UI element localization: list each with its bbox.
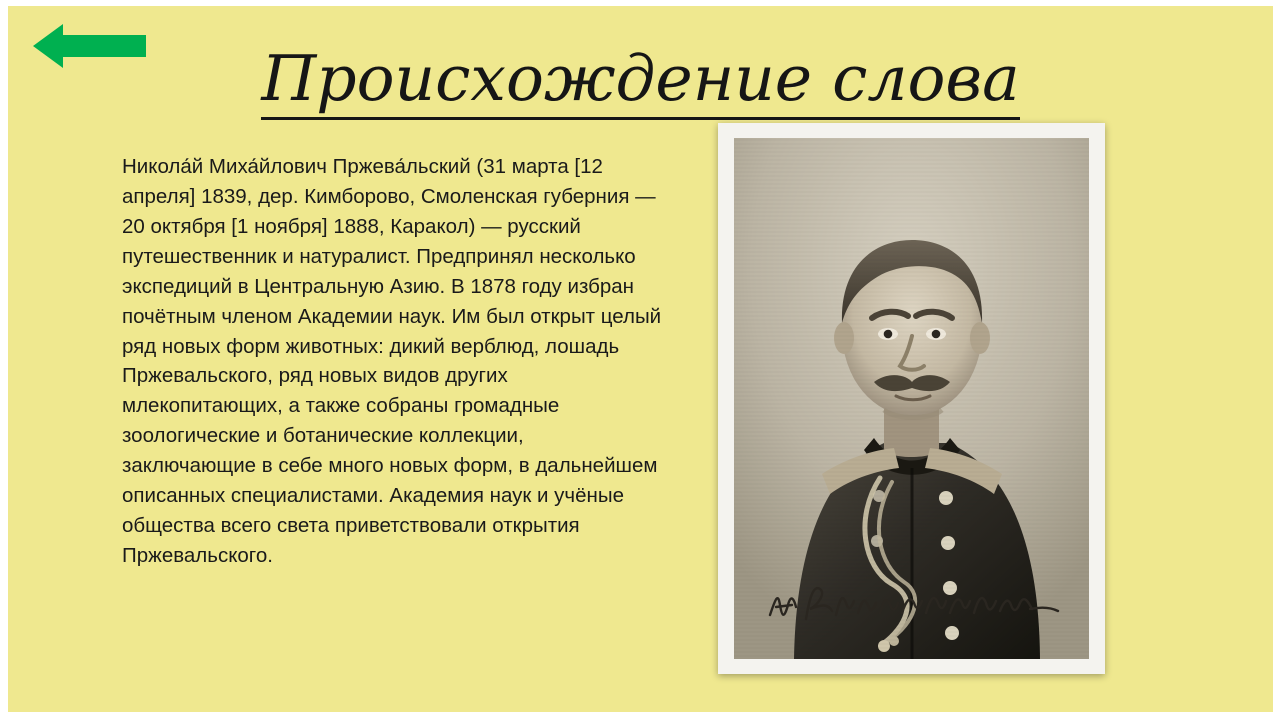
page-title-text: Происхождение слова	[261, 42, 1019, 120]
portrait-photo	[734, 138, 1089, 659]
portrait-frame	[718, 123, 1105, 674]
slide-edge-bottom	[0, 712, 1281, 720]
slide-edge-top	[0, 0, 1281, 6]
body-paragraph: Никола́й Миха́йлович Пржева́льский (31 марта [12 апреля] 1839, дер. Кимборово, Смоленская губерния — 20 октября [1 ноября] 1888, Каракол) — русский путешественник и натуралист. Предпринял несколько экспедиций в Центральную Азию. В 1878 году избран почётным членом Академии наук. Им был открыт целый ряд новых форм животных: дикий верблюд, лошадь Пржевальского, ряд новых видов других млекопитающих, а также собраны громадные зоологические и ботанические коллекции, заключающие в себе много новых форм, в дальнейшем описанных специалистами. Академия наук и учёные общества всего света приветствовали открытия Пржевальского.	[122, 155, 662, 567]
signature-icon	[762, 571, 1062, 633]
page-title	[0, 44, 1281, 113]
portrait-image	[734, 138, 1089, 659]
